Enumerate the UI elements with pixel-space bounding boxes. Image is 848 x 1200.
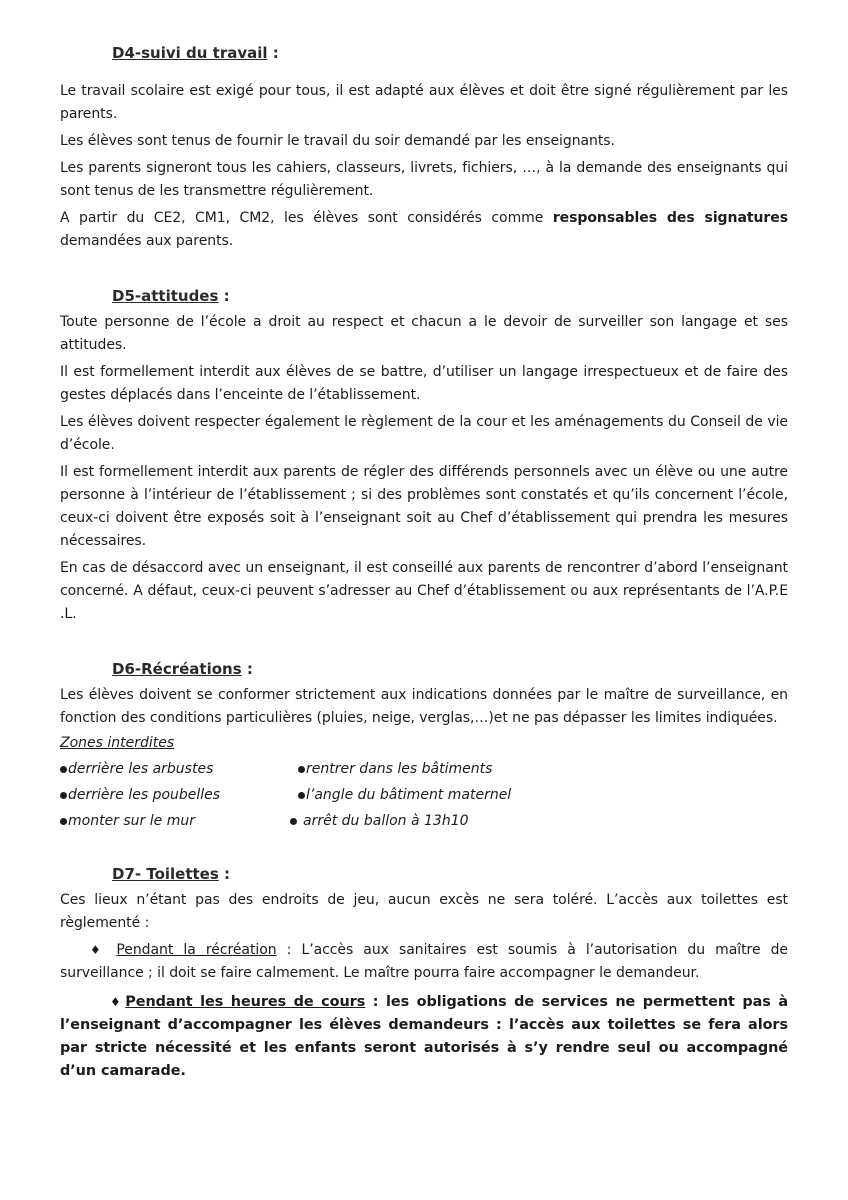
paragraph [60, 207, 788, 253]
bullet-paragraph [60, 939, 788, 985]
section-heading-d7 [112, 861, 788, 887]
paragraph: Les parents signeront tous les cahiers, classeurs, livrets, fichiers, …, à la demande des enseignants qui sont tenus de les transmettre régulièrement. [60, 160, 788, 199]
heading-colon: : [241, 660, 253, 678]
list-item-text: derrière les arbustes [68, 761, 214, 777]
bullet-paragraph-bold [60, 991, 788, 1083]
zones-list [60, 758, 788, 833]
section-d5 [60, 283, 788, 626]
bullet-icon [60, 818, 67, 825]
heading-text: D7- Toilettes [112, 865, 219, 883]
bullet-icon [60, 766, 67, 773]
paragraph: Toute personne de l’école a droit au respect et chacun a le devoir de surveiller son langage et ses attitudes. [60, 314, 788, 353]
bullet-icon [298, 792, 305, 799]
paragraph-text: A partir du CE2, CM1, CM2, les élèves sont considérés comme [60, 210, 553, 226]
paragraph: Le travail scolaire est exigé pour tous, il est adapté aux élèves et doit être signé régulièrement par les parents. [60, 83, 788, 122]
section-d4 [60, 40, 788, 253]
bullet-icon [298, 766, 305, 773]
paragraph: Les élèves sont tenus de fournir le travail du soir demandé par les enseignants. [60, 133, 615, 149]
paragraph: Il est formellement interdit aux élèves de se battre, d’utiliser un langage irrespectueux et de faire des gestes déplacés dans l’enceinte de l’établissement. [60, 364, 788, 403]
heading-colon: : [218, 287, 230, 305]
list-item-text: monter sur le mur [68, 813, 195, 829]
list-item [60, 784, 298, 807]
bullet-icon [60, 792, 67, 799]
document-body [60, 40, 788, 1083]
section-heading-d6 [112, 656, 788, 682]
paragraph: Ces lieux n’étant pas des endroits de jeu, aucun excès ne sera toléré. L’accès aux toilettes est règlementé : [60, 892, 788, 931]
paragraph: Les élèves doivent se conformer strictement aux indications données par le maître de surveillance, en fonction des conditions particulières (pluies, neige, verglas,…)et ne pas dépasser les limites indiquées. [60, 687, 788, 726]
list-item [290, 810, 738, 833]
diamond-bullet-icon: ♦ [90, 943, 107, 957]
bullet-icon [290, 818, 297, 825]
bullet-label: Pendant les heures de cours [125, 994, 366, 1010]
list-item [60, 758, 298, 781]
list-item-text: rentrer dans les bâtiments [306, 761, 493, 777]
section-d6 [60, 656, 788, 833]
paragraph: En cas de désaccord avec un enseignant, il est conseillé aux parents de rencontrer d’abord l’enseignant concerné. A défaut, ceux-ci peuvent s’adresser au Chef d’établissement ou aux représentants de l’A.P.E .L. [60, 560, 788, 622]
section-heading-d5 [112, 283, 788, 309]
diamond-bullet-icon: ♦ [110, 995, 124, 1009]
heading-text: D5-attitudes [112, 287, 219, 305]
list-item [60, 810, 298, 833]
zones-title: Zones interdites [60, 735, 175, 751]
paragraph-text: demandées aux parents. [60, 233, 234, 249]
bullet-label: Pendant la récréation [116, 942, 277, 958]
heading-text: D6-Récréations [112, 660, 242, 678]
heading-colon: : [267, 44, 279, 62]
bullet-text: : les obligations de services ne permettent pas à l’enseignant d’accompagner les élèves demandeurs : l’accès aux toilettes se fera alors par stricte nécessité et les enfants seront autorisés à s’y rendre seul ou accompagné d’un camarade. [60, 994, 788, 1079]
paragraph: Il est formellement interdit aux parents de régler des différends personnels avec un élève ou une autre personne à l’intérieur de l’établissement ; si des problèmes sont constatés et qu’ils concernent l’école, ceux-ci doivent être exposés soit à l’enseignant soit au Chef d’établissement qui prendra les mesures nécessaires. [60, 464, 788, 549]
paragraph: Les élèves doivent respecter également le règlement de la cour et les aménagements du Conseil de vie d’école. [60, 414, 788, 453]
list-item [298, 758, 738, 781]
section-heading-d4 [112, 40, 788, 66]
list-item-text: l’angle du bâtiment maternel [306, 787, 512, 803]
section-d7 [60, 861, 788, 1083]
list-item [298, 784, 738, 807]
list-item-text: arrêt du ballon à 13h10 [303, 813, 469, 829]
heading-text: D4-suivi du travail [112, 44, 268, 62]
list-item-text: derrière les poubelles [68, 787, 221, 803]
bullet-text: : L’accès aux sanitaires est soumis à l’autorisation du maître de surveillance ; il doit se faire calmement. Le maître pourra faire accompagner le demandeur. [60, 942, 788, 981]
emphasis-text: responsables des signatures [552, 210, 788, 226]
heading-colon: : [218, 865, 231, 883]
